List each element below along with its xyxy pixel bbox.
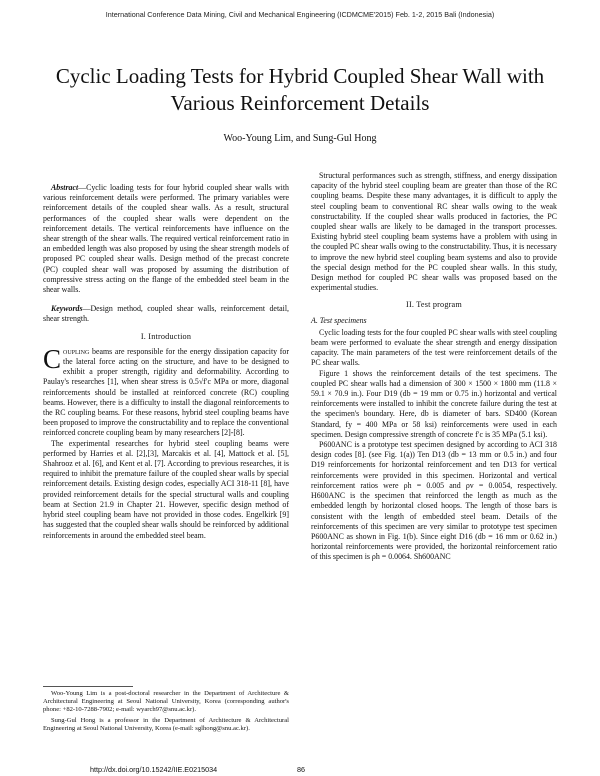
drop-cap: C (43, 343, 62, 374)
conference-header: International Conference Data Mining, Civil and Mechanical Engineering (ICDMCME'2015) Feb. 1-2, 2015 Bali (Indonesia) (105, 10, 495, 19)
specimens-paragraph-2: Figure 1 shows the reinforcement details of the test specimens. The coupled PC shear walls had a dimension of 300 × 1500 × 1800 mm (11.8 × 59.1 × 70.9 in.). Four D19 (db = 19 mm or 0.75 in.) horizontal and vertical reinforcements were installed to inhibit the concrete failure during the test at the specimen's boundary. Here, db is diameter of bars. SD400 (Korean Standard, fy = 400 MPa or 58 ksi) reinforcements were used in each specimen. Design compressive strength of concrete f′c is 35 MPa (5.1 ksi). (311, 368, 557, 439)
keywords-text: —Design method, coupled shear walls, reinforcement detail, shear strength. (43, 304, 289, 324)
footnote-author-2: Sung-Gul Hong is a professor in the Department of Architecture & Architectural Engineering at Seoul National University, Korea (e-mail: sglhong@snu.ac.kr). (43, 716, 289, 732)
footnote-author-1: Woo-Young Lim is a post-doctoral researcher in the Department of Architecture & Architectural Engineering at Seoul National University, Korea (corresponding author's phone: +82-10-7288-7902; e-mail: wyarch97@snu.ac.kr). (43, 690, 289, 714)
paper-authors: Woo-Young Lim, and Sung-Gul Hong (223, 133, 377, 144)
keywords-paragraph (43, 304, 289, 324)
intro-paragraph-3: Structural performances such as strength, stiffness, and energy dissipation capacity of the hybrid steel coupling beam are greater than those of the RC coupling beams. Despite these many advantages, it is difficult to apply the steel coupling beam to conventional RC shear walls owing to the weak constructability. If the coupled shear walls produced in factories, the PC coupled shear walls are likely to be damaged in the transport processes. Existing hybrid steel coupling beam systems have a problem with using in the coupled PC shear walls owing to the constructability. Thus, it is necessary to improve the new hybrid steel coupling beam systems and also to provide the special design method for the PC coupled shear walls. In this study, Design method for coupled PC shear walls was proposed based on the experimental studies. (311, 171, 557, 293)
doi-link[interactable]: http://dx.doi.org/10.15242/IIE.E0215034 (90, 765, 218, 774)
right-column (311, 171, 557, 563)
intro-first-word: oupling (63, 346, 90, 356)
abstract-text: —Cyclic loading tests for four hybrid coupled shear walls with various reinforcement details were performed. The primary variables were reinforcement details of the coupled shear walls. As a result, structural performances of the coupled shear walls were dependent on the reinforcement details. The vertical reinforcements have influence on the shear strength of the shear walls. The required vertical reinforcement ratio in an embedded length was also proposed by using the shear strength models of proposed PC coupled shear walls. Design method of the precast concrete (PC) coupled shear wall was proposed by assuming the distribution of compressive stress acting on the flange of the embedded steel beam in the shear walls. (43, 183, 289, 295)
keywords-lead: Keywords (51, 304, 83, 314)
intro-paragraph-1 (43, 343, 289, 439)
intro-p1-text: beams are responsible for the energy dissipation capacity for the lateral force acting on the structure, and have to be designed to exhibit a proper strength, rigidity and deformability. According to Paulay's researches [1], when shear stress is 0.5√f′c MPa or more, diagonal reinforcements should be installed at reinforced concrete (RC) coupling beams. However, there is a difficulty to install the diagonal reinforcements to the RC coupling beams. For these reasons, hybrid steel coupling beams have been proposed to improve the constructability and to replace the conventional reinforced concrete coupling beam by many researchers [2]-[8]. (43, 346, 289, 438)
left-column (43, 183, 289, 541)
author-footnotes (43, 686, 289, 735)
section-heading-introduction: I. Introduction (140, 331, 192, 341)
subsection-heading-test-specimens: A. Test specimens (311, 315, 367, 325)
intro-paragraph-2: The experimental researches for hybrid steel coupling beams were performed by Harries et al. [2],[3], Marcakis et al. [4], Mattock et al. [5], Shahrooz et al. [6], and Kent et al. [7]. According to previous researches, it is required to inhibit the premature failure of the coupled shear walls by special reinforcement details. Existing design codes, especially ACI 318-11 [8], have provided reinforcement details for the special structural walls and coupling beam at Section 21.9 in Chapter 21. However, specific design method of hybrid steel coupling beam have not provided in those codes. Engelkirk [9] has suggested that the coupled shear walls should be reinforced by additional reinforcements in around the embedded steel beam. (43, 438, 289, 540)
section-heading-test-program: II. Test program (406, 300, 462, 310)
footnote-rule (43, 686, 133, 687)
abstract-paragraph (43, 183, 289, 295)
specimens-paragraph-1: Cyclic loading tests for the four coupled PC shear walls with steel coupling beam were performed to evaluate the shear strength and energy dissipation capacity. The main parameters of the test were reinforcement details of the PC shear walls. (311, 327, 557, 368)
abstract-lead: Abstract (51, 183, 79, 192)
paper-title: Cyclic Loading Tests for Hybrid Coupled Shear Wall with Various Reinforcement Details (55, 64, 545, 115)
specimens-paragraph-3: P600ANC is a prototype test specimen designed by according to ACI 318 design codes [8]. (see Fig. 1(a)) Ten D13 (db = 13 mm or 0.5 in.) and four D19 reinforcements for horizontal reinforcement and ten D13 for vertical reinforcements were provided in this specimen. Horizontal and vertical reinforcement ratios were ρh = 0.005 and ρv = 0.0054, respectively. H600ANC is the specimen that reinforced the length as much as the embedded length by horizontal closed hoops. The length of those bars is consistent with the length of embedded steel beam. Details of the reinforcements of this specimen are very similar to prototype test specimen P600ANC as shown in Fig. 1(b). Since eight D16 (db = 16 mm or 0.62 in.) horizontal reinforcements were provided, the horizontal reinforcement ratio of this specimen is ρh = 0.0064. Sh600ANC (311, 440, 557, 562)
page-number: 86 (297, 765, 305, 774)
